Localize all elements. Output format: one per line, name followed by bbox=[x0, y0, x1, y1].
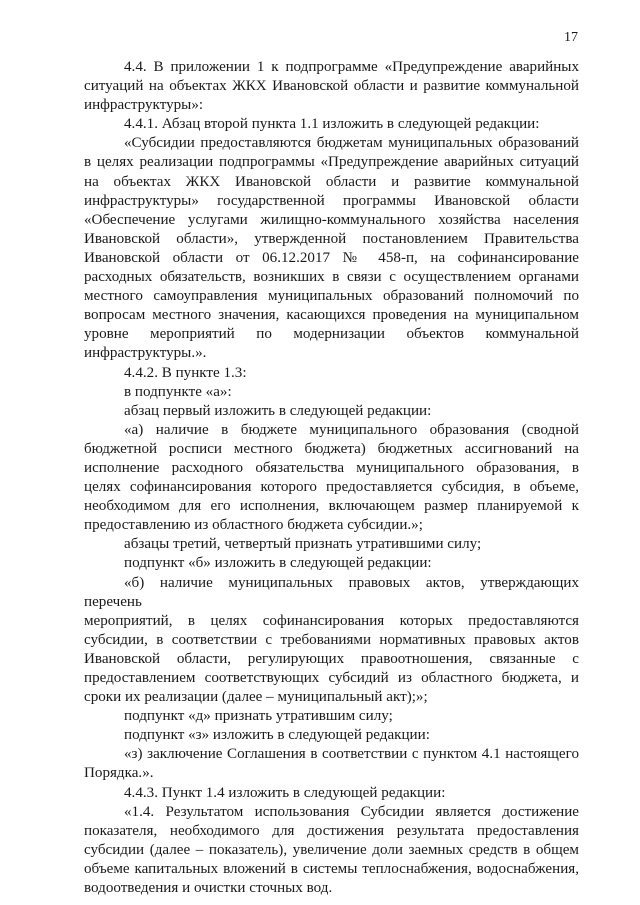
text-line: вопросам местного значения, касающихся проведения на муниципальном bbox=[84, 307, 579, 324]
text-line: 4.4. В приложении 1 к подпрограмме «Предупреждение аварийных bbox=[124, 59, 579, 75]
text-line: водоотведения и очистки сточных вод. bbox=[84, 880, 333, 897]
paragraph-p11 bbox=[84, 707, 579, 726]
paragraph-p13 bbox=[84, 745, 579, 783]
paragraph-p1 bbox=[84, 58, 579, 115]
paragraph-p9 bbox=[84, 554, 579, 573]
text-line: расходных обязательств, возникших в связи с осуществлением органами bbox=[84, 269, 579, 286]
paragraph-p12 bbox=[84, 726, 579, 745]
text-line: подпункт «д» признать утратившим силу; bbox=[124, 708, 393, 725]
text-line: исполнение расходного обязательства муниципального образования, в bbox=[84, 459, 579, 476]
paragraph-p3 bbox=[84, 134, 579, 363]
text-line: уровне мероприятий по модернизации объектов коммунальной bbox=[84, 326, 579, 343]
text-line: подпункт «б» изложить в следующей редакции: bbox=[124, 555, 432, 572]
paragraph-p14 bbox=[84, 784, 579, 803]
text-line: абзацы третий, четвертый признать утратившими силу; bbox=[124, 536, 482, 553]
text-line: местного самоуправления муниципальных образований полномочий по bbox=[84, 288, 579, 305]
text-line: на объектах ЖКХ Ивановской области и развитие коммунальной bbox=[84, 173, 579, 190]
text-line: абзац первый изложить в следующей редакции: bbox=[124, 402, 432, 419]
text-line: инфраструктуры.». bbox=[84, 345, 207, 362]
text-line: «з) заключение Соглашения в соответствии с пунктом 4.1 настоящего bbox=[124, 746, 579, 763]
text-line: субсидии (далее – показатель), увеличение доли заемных средств в общем bbox=[84, 841, 579, 858]
text-line: Ивановской области от 06.12.2017 № 458-п, на софинансирование bbox=[84, 249, 579, 266]
text-line: 4.4.2. В пункте 1.3: bbox=[124, 364, 247, 381]
text-line: «1.4. Результатом использования Субсидии является достижение bbox=[124, 803, 579, 820]
text-line: показателя, необходимого для достижения результата предоставления bbox=[84, 822, 579, 839]
document-body bbox=[84, 58, 579, 898]
paragraph-p2 bbox=[84, 115, 579, 134]
paragraph-p8 bbox=[84, 535, 579, 554]
text-line: предоставлению из областного бюджета субсидии.»; bbox=[84, 517, 423, 534]
text-line: в целях реализации подпрограммы «Предупреждение аварийных ситуаций bbox=[84, 154, 579, 171]
text-line: подпункт «з» изложить в следующей редакции: bbox=[124, 727, 430, 744]
text-line: целях софинансирования которого предоставляется субсидия, в объеме, bbox=[84, 479, 579, 496]
text-line: в подпункте «а»: bbox=[124, 383, 232, 400]
text-line: 4.4.3. Пункт 1.4 изложить в следующей редакции: bbox=[124, 784, 446, 801]
text-line: «б) наличие муниципальных правовых актов, утверждающих перечень bbox=[84, 574, 579, 610]
text-line: Ивановской области», утвержденной постановлением Правительства bbox=[84, 230, 579, 247]
text-line: предоставлением соответствующих субсидий из областного бюджета, и bbox=[84, 670, 579, 686]
text-line: Порядка.». bbox=[84, 765, 154, 782]
text-line: «а) наличие в бюджете муниципального образования (сводной bbox=[124, 421, 579, 438]
paragraph-p7 bbox=[84, 421, 579, 536]
paragraph-p4 bbox=[84, 364, 579, 383]
text-line: инфраструктуры» государственной программы Ивановской области bbox=[84, 192, 579, 209]
page-number: 17 bbox=[564, 30, 578, 45]
text-line: необходимом для его исполнения, включающем размер планируемой к bbox=[84, 498, 579, 515]
text-line: объеме капитальных вложений в системы теплоснабжения, водоснабжения, bbox=[84, 860, 579, 877]
paragraph-p6 bbox=[84, 402, 579, 421]
text-line: 4.4.1. Абзац второй пункта 1.1 изложить в следующей редакции: bbox=[124, 116, 540, 133]
text-line: сроки их реализации (далее – муниципальный акт);»; bbox=[84, 689, 428, 706]
text-line: бюджетной росписи местного бюджета) бюджетных ассигнований на bbox=[84, 440, 579, 457]
paragraph-p15 bbox=[84, 803, 579, 898]
text-line: мероприятий, в целях софинансирования которых предоставляются bbox=[84, 612, 579, 629]
text-line: «Субсидии предоставляются бюджетам муниципальных образований bbox=[124, 135, 579, 152]
text-line: ситуаций на объектах ЖКХ Ивановской области и развитие коммунальной bbox=[84, 78, 579, 95]
paragraph-p5 bbox=[84, 383, 579, 402]
text-line: «Обеспечение услугами жилищно-коммунального хозяйства населения bbox=[84, 211, 579, 228]
text-line: субсидии, в соответствии с требованиями нормативных правовых актов bbox=[84, 631, 579, 648]
text-line: инфраструктуры»: bbox=[84, 97, 204, 114]
text-line: Ивановской области, регулирующих правоотношения, связанные с bbox=[84, 650, 579, 667]
paragraph-p10 bbox=[84, 574, 579, 708]
